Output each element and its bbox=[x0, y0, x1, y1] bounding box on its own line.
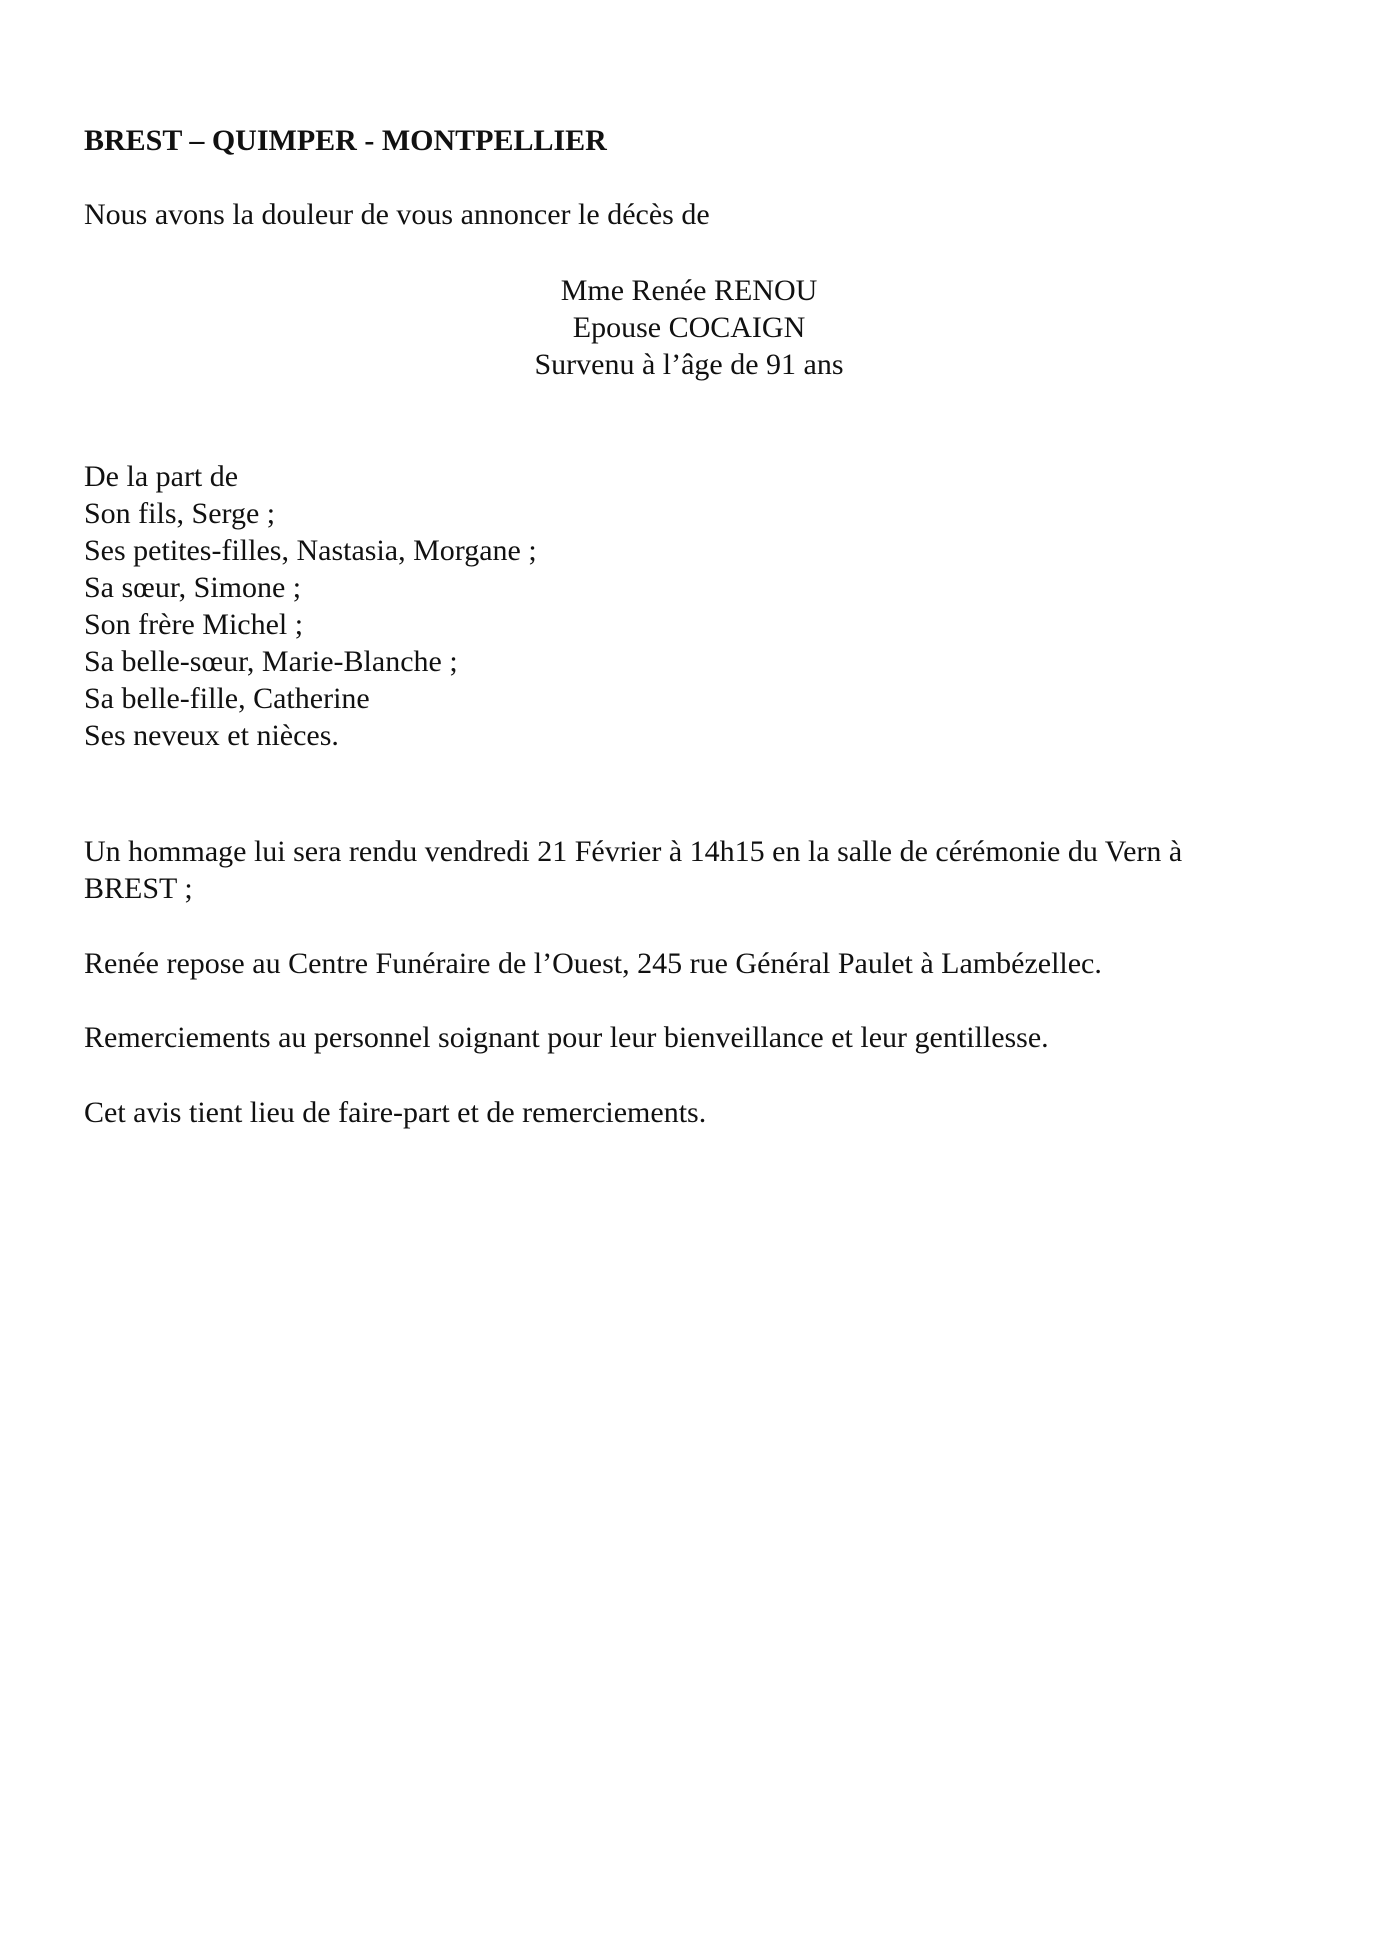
family-member: Ses petites-filles, Nastasia, Morgane ; bbox=[84, 534, 537, 567]
family-member: Ses neveux et nièces. bbox=[84, 719, 339, 752]
deceased-name: Mme Renée RENOU bbox=[560, 274, 818, 307]
page-heading: BREST – QUIMPER - MONTPELLIER bbox=[84, 124, 607, 157]
deceased-spouse: Epouse COCAIGN bbox=[572, 311, 806, 344]
hommage-line-2: BREST ; bbox=[84, 872, 193, 905]
hommage-line-1: Un hommage lui sera rendu vendredi 21 Février à 14h15 en la salle de cérémonie du Vern à bbox=[84, 835, 1183, 868]
family-intro: De la part de bbox=[84, 460, 239, 493]
family-member: Sa belle-sœur, Marie-Blanche ; bbox=[84, 645, 458, 678]
family-member: Son frère Michel ; bbox=[84, 608, 304, 641]
family-member: Sa belle-fille, Catherine bbox=[84, 682, 370, 715]
family-member: Sa sœur, Simone ; bbox=[84, 571, 302, 604]
family-list bbox=[84, 458, 537, 754]
remerciements-paragraph: Remerciements au personnel soignant pour leur bienveillance et leur gentillesse. bbox=[84, 1021, 1049, 1054]
family-member: Son fils, Serge ; bbox=[84, 497, 276, 530]
announcement-intro: Nous avons la douleur de vous annoncer le décès de bbox=[84, 198, 710, 231]
avis-paragraph: Cet avis tient lieu de faire-part et de remerciements. bbox=[84, 1096, 707, 1129]
repose-paragraph: Renée repose au Centre Funéraire de l’Ouest, 245 rue Général Paulet à Lambézellec. bbox=[84, 947, 1102, 980]
hommage-paragraph bbox=[84, 833, 1294, 907]
deceased-age: Survenu à l’âge de 91 ans bbox=[534, 348, 844, 381]
